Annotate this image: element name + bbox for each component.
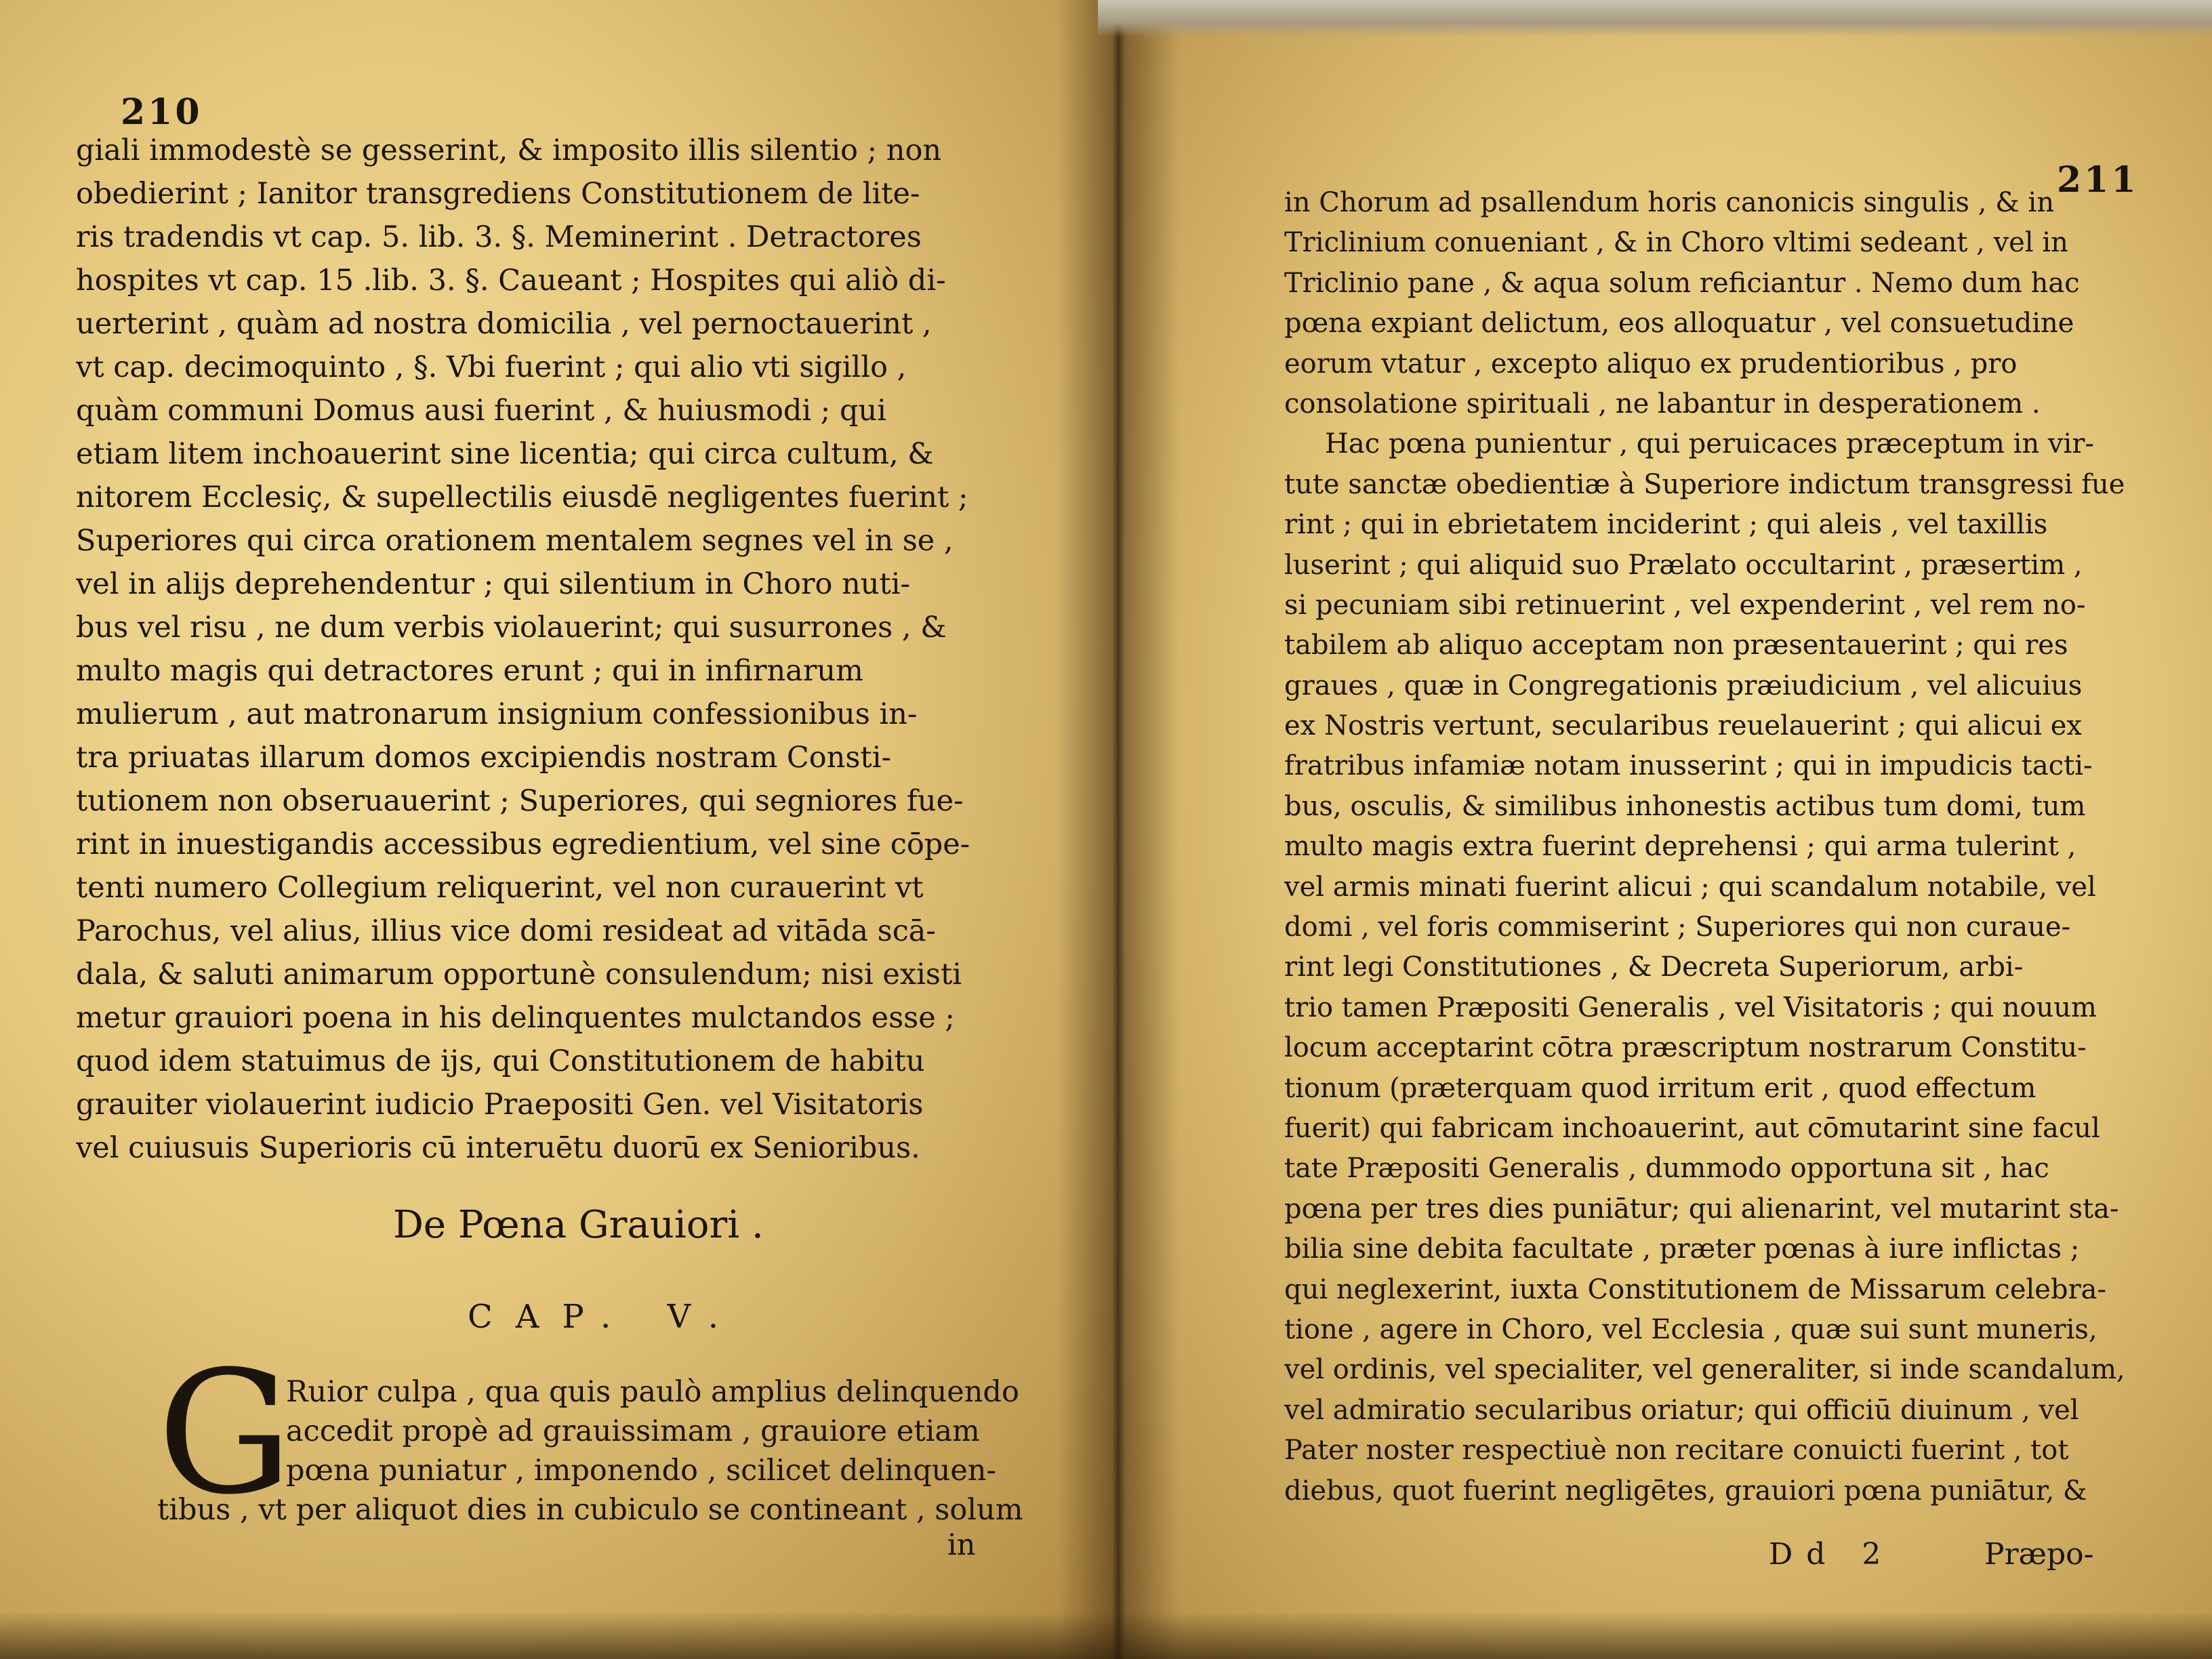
- chapter-heading: CAP. V.: [468, 1298, 742, 1336]
- text-line: multo magis extra fuerint deprehensi ; qui arma tulerint ,: [1284, 831, 2076, 863]
- text-line: Triclinio pane , & aqua solum reficiantur . Nemo dum hac: [1284, 267, 2080, 299]
- text-line: fuerit) qui fabricam inchoauerint, aut cōmutarint sine facul: [1284, 1112, 2100, 1144]
- text-line: graues , quæ in Congregationis præiudicium , vel alicuius: [1284, 670, 2083, 701]
- text-line: hospites vt cap. 15 .lib. 3. §. Caueant ; Hospites qui aliò di-: [76, 264, 946, 298]
- text-line: obedierint ; Ianitor transgrediens Constitutionem de lite-: [76, 177, 920, 211]
- right-page-body: [1284, 183, 2162, 1511]
- text-line: bus, osculis, & similibus inhonestis actibus tum domi, tum: [1284, 790, 2086, 822]
- text-line: Superiores qui circa orationem mentalem segnes vel in se ,: [76, 524, 954, 558]
- catchword: in: [947, 1528, 976, 1562]
- text-line: rint ; qui in ebrietatem inciderint ; qui aleis , vel taxillis: [1284, 509, 2048, 541]
- text-line: Parochus, vel alius, illius vice domi resideat ad vitāda scā-: [76, 914, 936, 948]
- text-line: quàm communi Domus ausi fuerint , & huiusmodi ; qui: [76, 394, 886, 428]
- text-line: tibus , vt per aliquot dies in cubiculo se contineant , solum: [157, 1493, 1023, 1527]
- text-line: Hac pœna punientur , qui peruicaces præceptum in vir-: [1325, 428, 2094, 460]
- text-line: consolatione spirituali , ne labantur in desperationem .: [1284, 388, 2041, 419]
- drop-cap-initial: G: [157, 1334, 293, 1532]
- signature-mark: Dd 2: [1769, 1537, 1895, 1572]
- text-line: vel cuiusuis Superioris cū interuētu duorū ex Senioribus.: [76, 1131, 920, 1165]
- page-number: 210: [121, 91, 203, 133]
- text-line: pœna expiant delictum, eos alloquatur , vel consuetudine: [1284, 308, 2074, 340]
- text-line: locum acceptarint cōtra præscriptum nostrarum Constitu-: [1284, 1032, 2087, 1064]
- text-line: luserint ; qui aliquid suo Prælato occultarint , præsertim ,: [1284, 549, 2083, 581]
- text-line: trio tamen Præpositi Generalis , vel Visitatoris ; qui nouum: [1284, 991, 2097, 1023]
- page-number-right: 211: [2057, 159, 2139, 201]
- text-line: domi , vel foris commiserint ; Superiores qui non curaue-: [1284, 912, 2071, 943]
- text-line: metur grauiori poena in his delinquentes mulctandos esse ;: [76, 1001, 955, 1035]
- text-line: ris tradendis vt cap. 5. lib. 3. §. Meminerint . Detractores: [76, 220, 922, 254]
- text-line: fratribus infamiæ notam inusserint ; qui in impudicis tacti-: [1284, 750, 2093, 782]
- text-line: diebus, quot fuerint negligētes, grauiori pœna puniātur, &: [1284, 1475, 2087, 1507]
- section-heading: De Pœna Grauiori .: [393, 1203, 764, 1247]
- catchword-right: Præpo-: [1984, 1537, 2094, 1572]
- text-line: tabilem ab aliquo acceptam non præsentauerint ; qui res: [1284, 630, 2068, 661]
- left-page-body: [76, 129, 1038, 1170]
- text-line: Ruior culpa , qua quis paulò amplius delinquendo: [286, 1375, 1019, 1409]
- text-line: tutionem non obseruauerint ; Superiores, qui segniores fue-: [76, 784, 964, 818]
- text-line: vel armis minati fuerint alicui ; qui scandalum notabile, vel: [1284, 871, 2096, 903]
- chapter-body: [157, 1372, 1038, 1530]
- text-line: dala, & saluti animarum opportunè consulendum; nisi existi: [76, 958, 962, 991]
- text-line: bus vel risu , ne dum verbis violauerint; qui susurrones , &: [76, 611, 947, 644]
- text-line: grauiter violauerint iudicio Praepositi Gen. vel Visitatoris: [76, 1088, 924, 1122]
- text-line: quod idem statuimus de ijs, qui Constitutionem de habitu: [76, 1044, 925, 1078]
- text-line: si pecuniam sibi retinuerint , vel expenderint , vel rem no-: [1284, 589, 2086, 621]
- text-line: vel ordinis, vel specialiter, vel generaliter, si inde scandalum,: [1284, 1354, 2125, 1386]
- text-line: Triclinium conueniant , & in Choro vltimi sedeant , vel in: [1284, 227, 2068, 259]
- text-line: etiam litem inchoauerint sine licentia; qui circa cultum, &: [76, 437, 934, 471]
- text-line: vel in alijs deprehendentur ; qui silentium in Choro nuti-: [76, 567, 911, 601]
- text-line: tate Præpositi Generalis , dummodo opportuna sit , hac: [1284, 1153, 2049, 1185]
- text-line: rint in inuestigandis accessibus egredientium, vel sine cōpe-: [76, 827, 970, 861]
- text-line: multo magis qui detractores erunt ; qui in infirnarum: [76, 654, 863, 688]
- text-line: vt cap. decimoquinto , §. Vbi fuerint ; qui alio vti sigillo ,: [76, 350, 907, 384]
- text-line: tenti numero Collegium reliquerint, vel non curauerint vt: [76, 871, 924, 905]
- text-line: pœna per tres dies puniātur; qui alienarint, vel mutarint sta-: [1284, 1193, 2119, 1225]
- text-line: qui neglexerint, iuxta Constitutionem de Missarum celebra-: [1284, 1273, 2107, 1305]
- text-line: ex Nostris vertunt, secularibus reuelauerint ; qui alicui ex: [1284, 710, 2082, 742]
- text-line: mulierum , aut matronarum insignium confessionibus in-: [76, 697, 918, 731]
- text-line: rint legi Constitutiones , & Decreta Superiorum, arbi-: [1284, 951, 2024, 983]
- text-line: bilia sine debita facultate , præter pœnas à iure inflictas ;: [1284, 1233, 2080, 1265]
- text-line: tra priuatas illarum domos excipiendis nostram Consti-: [76, 741, 891, 775]
- text-line: tionum (præterquam quod irritum erit , quod effectum: [1284, 1072, 2036, 1104]
- text-line: giali immodestè se gesserint, & imposito illis silentio ; non: [76, 134, 942, 167]
- text-line: uerterint , quàm ad nostra domicilia , vel pernoctauerint ,: [76, 307, 932, 341]
- text-line: accedit propè ad grauissimam , grauiore etiam: [286, 1414, 980, 1448]
- text-line: Pater noster respectiuè non recitare conuicti fuerint , tot: [1284, 1435, 2069, 1467]
- text-line: vel admiratio secularibus oriatur; qui officiū diuinum , vel: [1284, 1394, 2079, 1426]
- text-line: tione , agere in Choro, vel Ecclesia , quæ sui sunt muneris,: [1284, 1313, 2097, 1345]
- text-line: pœna puniatur , imponendo , scilicet delinquen-: [286, 1454, 997, 1488]
- text-line: nitorem Ecclesiç, & supellectilis eiusdē negligentes fuerint ;: [76, 480, 968, 514]
- text-line: tute sanctæ obedientiæ à Superiore indictum transgressi fue: [1284, 468, 2125, 500]
- text-line: eorum vtatur , excepto aliquo ex prudentioribus , pro: [1284, 348, 2018, 380]
- text-line: in Chorum ad psallendum horis canonicis singulis , & in: [1284, 187, 2055, 218]
